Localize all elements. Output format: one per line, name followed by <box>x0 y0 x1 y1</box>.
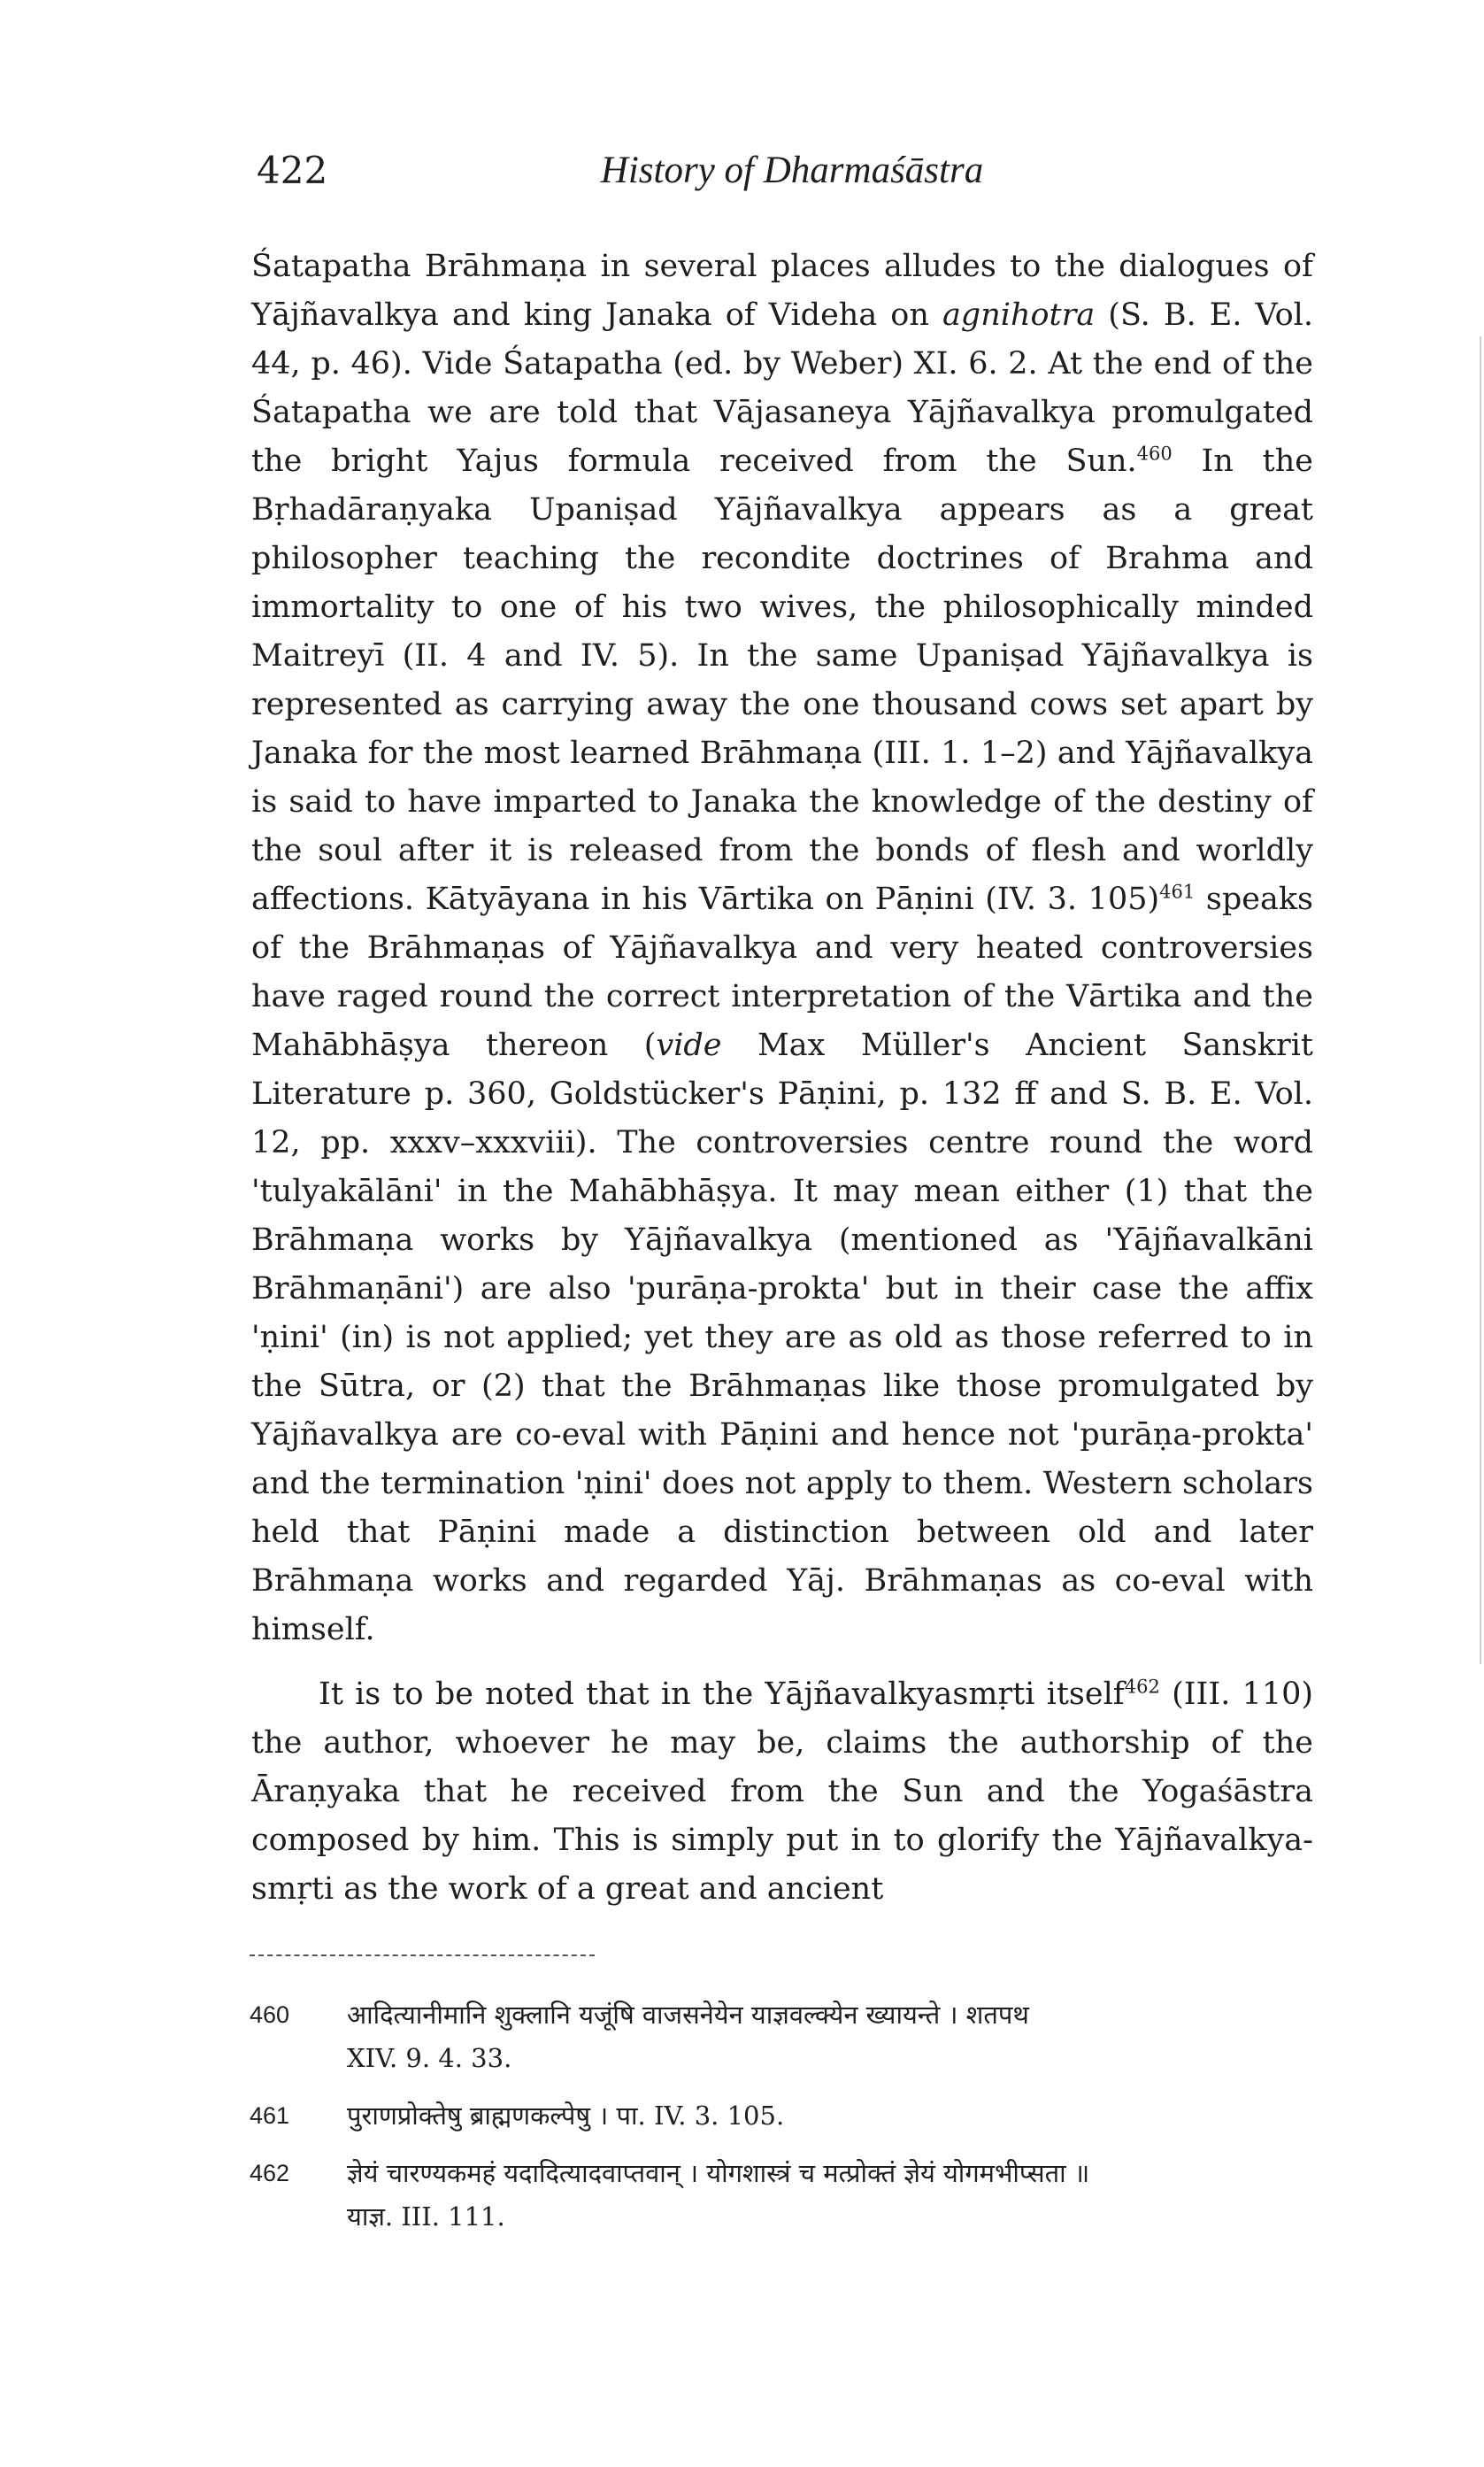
footnote-text <box>347 2152 1320 2239</box>
footnote-462 <box>250 2152 1320 2239</box>
paragraph-1 <box>251 243 1313 1654</box>
footnote-number: 460 <box>250 2001 290 2028</box>
footnote-461 <box>250 2094 1320 2138</box>
footnote-line: याज्ञ. III. 111. <box>347 2201 505 2232</box>
p2-text-b: (III. 110) the author, whoever he may be, claims the authorship of the Āraṇyaka that he received from the Sun and the Yogaśāstra composed by him. This is simply put in to glorify the Yājñavalkya-smṛti as the work of a great and ancient <box>251 1677 1314 1907</box>
p1-italic-vide: vide <box>656 1028 722 1063</box>
footnote-divider <box>250 1954 595 1956</box>
p1-text-c: In the Bṛhadāraṇyaka Upaniṣad Yājñavalkya appears as a great philosopher teaching the recondite doctrines of Brahma and immortality to one of his two wives, the philosophically minded Maitreyī (II. 4 and IV. 5). In the same Upaniṣad Yājñavalkya is represented as carrying away the one thousand cows set apart by Janaka for the most learned Brāhmaṇa (III. 1. 1–2) and Yājñavalkya is said to have imparted to Janaka the knowledge of the destiny of the soul after it is released from the bonds of flesh and worldly affections. Kātyāyana in his Vārtika on Pāṇini (IV. 3. 105) <box>251 443 1313 917</box>
running-title: History of Dharmaśāstra <box>600 150 984 191</box>
body-text <box>251 243 1313 1914</box>
running-head <box>257 149 1327 205</box>
footnote-line: ज्ञेयं चारण्यकमहं यदादित्यादवाप्तवान् । योगशास्त्रं च मत्प्रोक्तं ज्ञेयं योगमभीप्सता ॥ <box>347 2158 1090 2188</box>
page-edge-line <box>1480 336 1481 1664</box>
p1-text-b: (S. B. E. Vol. 44, p. 46). Vide Śatapatha (ed. by Weber) XI. 6. 2. At the end of the Śatapatha we are told that Vājasaneya Yājñavalkya promulgated the bright Yajus formula received from the Sun. <box>251 297 1313 479</box>
footnote-text <box>347 1993 1320 2080</box>
p1-italic-agnihotra: agnihotra <box>942 297 1096 333</box>
p2-text-a: It is to be noted that in the Yājñavalkyasmṛti itself <box>319 1677 1125 1712</box>
p1-text-d: speaks of the Brāhmaṇas of Yājñavalkya and very heated controversies have raged round the correct interpretation of the Vārtika and the Mahābhāṣya thereon ( <box>251 882 1313 1063</box>
footnote-460 <box>250 1993 1320 2080</box>
footnotes <box>250 1993 1320 2253</box>
footnote-ref-460[interactable]: 460 <box>1136 443 1173 465</box>
page-number: 422 <box>257 149 328 192</box>
footnote-line: आदित्यानीमानि शुक्लानि यजूंषि वाजसनेयेन याज्ञवल्क्येन ख्यायन्ते । शतपथ <box>347 2000 1029 2030</box>
footnote-number: 462 <box>250 2160 290 2186</box>
footnote-number: 461 <box>250 2102 290 2129</box>
footnote-ref-462[interactable]: 462 <box>1124 1676 1160 1698</box>
footnote-line: XIV. 9. 4. 33. <box>347 2043 512 2073</box>
footnote-ref-461[interactable]: 461 <box>1159 881 1196 903</box>
p1-text-e: Max Müller's Ancient Sanskrit Literature p. 360, Goldstücker's Pāṇini, p. 132 ff and S. B. E. Vol. 12, pp. xxxv–xxxviii). The controversies centre round the word 'tulyakālāni' in the Mahābhāṣya. It may mean either (1) that the Brāhmaṇa works by Yājñavalkya (mentioned as 'Yājñavalkāni Brāhmaṇāni') are also 'purāṇa-prokta' but in their case the affix 'ṇini' (in) is not applied; yet they are as old as those referred to in the Sūtra, or (2) that the Brāhmaṇas like those promulgated by Yājñavalkya are co-eval with Pāṇini and hence not 'purāṇa-prokta' and the termination 'ṇini' does not apply to them. Western scholars held that Pāṇini made a distinction between old and later Brāhmaṇa works and regarded Yāj. Brāhmaṇas as co-eval with himself. <box>251 1028 1313 1647</box>
footnote-text <box>347 2094 1320 2138</box>
footnote-line: पुराणप्रोक्तेषु ब्राह्मणकल्पेषु । पा. IV. 3. 105. <box>347 2101 785 2131</box>
paragraph-2 <box>251 1670 1313 1914</box>
p1-text-a: Śatapatha Brāhmaṇa in several places alludes to the dialogues of Yājñavalkya and king Janaka of Videha on <box>251 249 1313 333</box>
